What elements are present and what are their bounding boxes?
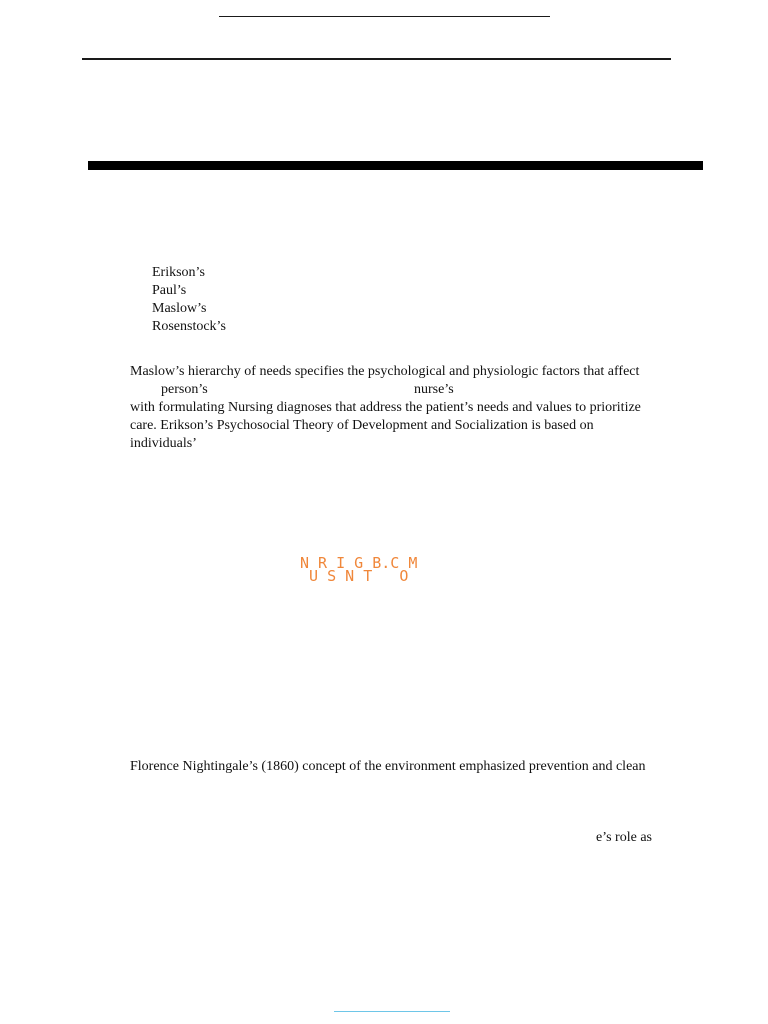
footer-link-underline[interactable] — [334, 1011, 450, 1012]
rationale-line-4: care. Erikson’s Psychosocial Theory of Development and Socialization is based on — [130, 418, 594, 433]
answer-options — [152, 264, 226, 336]
option-d: Rosenstock’s — [152, 319, 226, 334]
question-2-fragment: e’s role as — [596, 830, 652, 845]
rationale-line-2b: nurse’s — [414, 382, 454, 397]
option-a: Erikson’s — [152, 265, 205, 280]
header-rule-medium — [82, 58, 671, 60]
header-rule-thin — [219, 16, 550, 17]
watermark-bottom-row: U S N T O — [300, 567, 409, 585]
option-c: Maslow’s — [152, 301, 207, 316]
rationale-line-1: Maslow’s hierarchy of needs specifies the psychological and physiologic factors that affect — [130, 364, 640, 379]
option-b: Paul’s — [152, 283, 187, 298]
question-2-line-1: Florence Nightingale’s (1860) concept of the environment emphasized prevention and clean — [130, 759, 646, 774]
header-rule-thick — [88, 161, 703, 170]
rationale-line-2a: person’s — [161, 382, 208, 397]
rationale-line-3: with formulating Nursing diagnoses that address the patient’s needs and values to prioritize — [130, 400, 641, 415]
rationale-line-5: individuals’ — [130, 436, 197, 451]
watermark-top-row: N R I G B.C M — [300, 554, 418, 572]
